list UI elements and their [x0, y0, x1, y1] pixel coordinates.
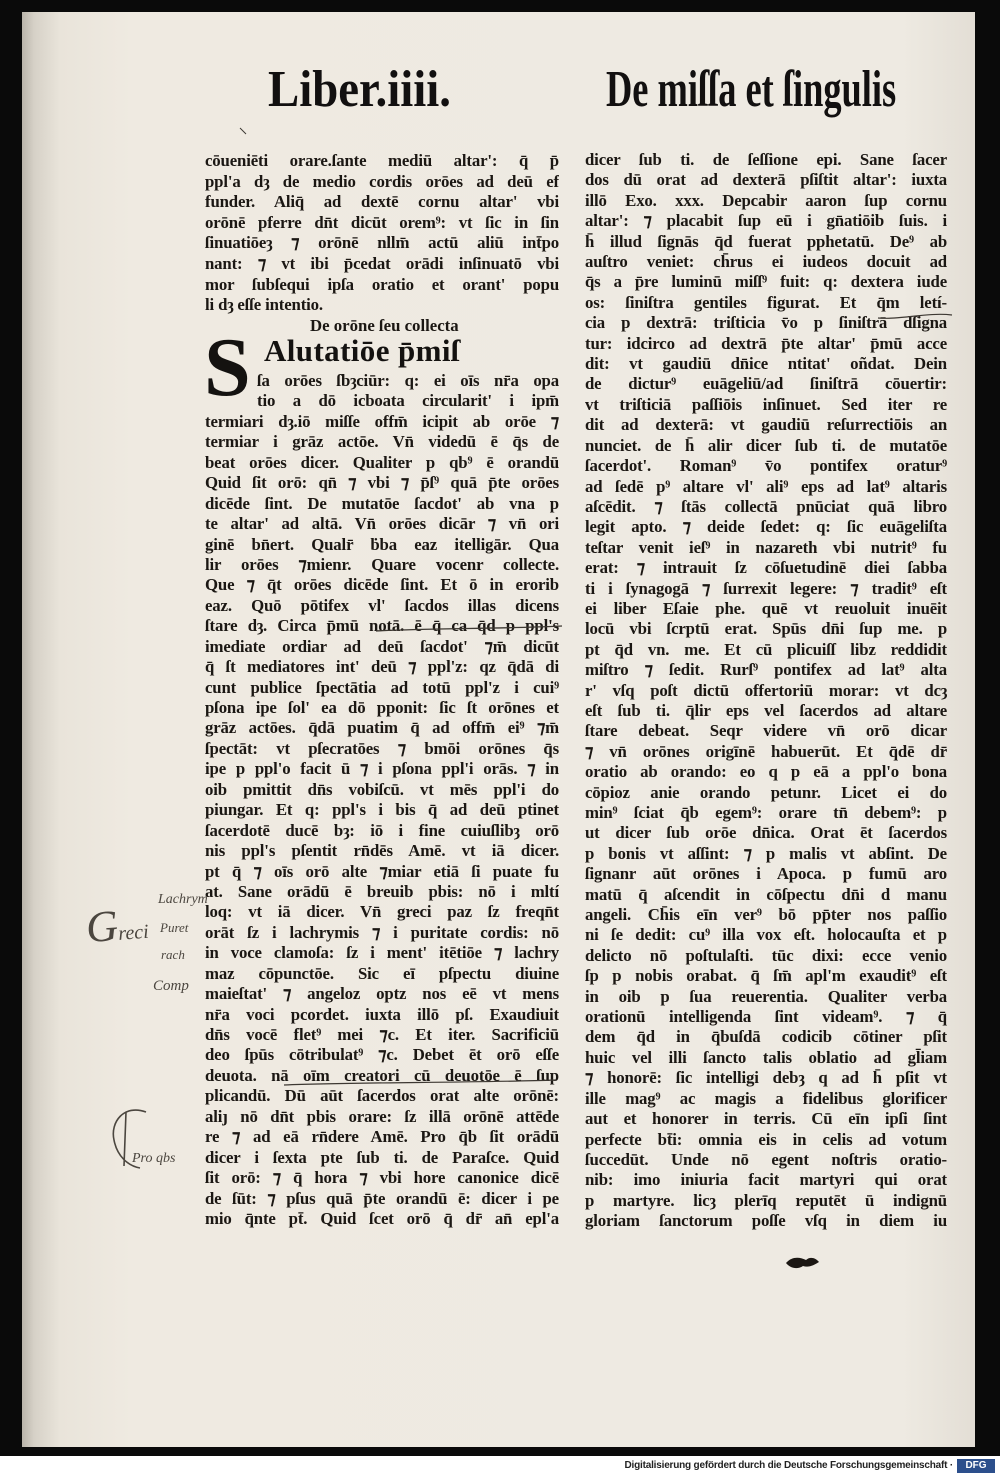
text-line: legit apto. ⁊ deide ſedet: q: ſic euāgeliſta	[585, 517, 947, 537]
text-line: huic vel illi ſancto talis oblatio ad gl̄iam	[585, 1047, 947, 1067]
running-head-left: Liber.iiii.	[268, 61, 451, 118]
text-line: ppl'a dȝ de medio cordis orōes ad deū ef	[205, 171, 559, 191]
text-line: deuota. nā oīm creatori cū deuotōe ē ſup	[205, 1065, 559, 1085]
text-line: nr̄a voci pcordet. iuxta illō pſ. Exaudiuit	[205, 1004, 559, 1024]
text-line: nant: ⁊ vt ibi p̄cedat orādi inſinuatō vbi	[205, 253, 559, 273]
text-line: at. Sane orādū ē breuib pbis: nō i mltí	[205, 881, 559, 901]
text-line: locū vbi ſcrptū erat. Spūs dn̄i ſup me. p	[585, 619, 947, 639]
text-line: cōueniēti orare.ſante mediū altar': q̄ p̄	[205, 151, 559, 170]
text-line: de dictur⁹ euāgeliū/ad ſiniſtrā cōuertir:	[585, 374, 947, 394]
text-line: tur: idcirco ad dextrā p̄te altar' p̄mū acce	[585, 333, 947, 353]
text-line: os: ſiniſtra gentiles figurat. Et q̄m letí-	[585, 292, 947, 312]
initial-line: Alutatiōe p̄miſ	[264, 333, 460, 368]
text-line: miſtro ⁊ ſedit. Rurſ⁹ pontifex ad lat⁹ alta	[585, 660, 947, 680]
text-line: illō Exo. xxx. Depcabir aaron ſup cornu	[585, 190, 947, 210]
text-line: ſa orōes ſbȝciūr: q: ei oīs nr̄a opa	[257, 371, 559, 390]
text-line: p bonis vt aſſint: ⁊ p malis vt abſint. De	[585, 843, 947, 863]
text-line: aliȷ nō dn̄t pbis orare: ſz illā orōnē attēde	[205, 1106, 559, 1126]
text-line: lir orōes ⁊mienr. Quare vocenr collecte.	[205, 554, 559, 574]
text-line: cōpioz anie orando petunr. Licet ei do	[585, 782, 947, 802]
text-line: dicer ſub ti. de ſeſſione epi. Sane ſacer	[585, 150, 947, 169]
text-line: eaz. Quō pōtifex vl' ſacdos illas dicens	[205, 595, 559, 615]
text-line: beat orōes dicer. Qualiter p qb⁹ ē orandū	[205, 452, 559, 472]
text-line: imediate ordiar ad deū ſacdot' ⁊m̄ dicūt	[205, 636, 559, 656]
text-line: nis ppl's pſentit rn̄dēs Amē. vt iā dicer.	[205, 841, 559, 861]
text-line: ſinuatiōeȝ ⁊ orōnē nllm̄ actū aliū int̄po	[205, 233, 559, 253]
text-line: li dȝ eſſe intentio.	[205, 295, 323, 315]
text-line: ipe p ppl'o facit ū ⁊ i pſona ppl'i orās. ⁊ in	[205, 759, 559, 779]
text-line: Quid ſit orō: qn̄ ⁊ vbi ⁊ p̄ſ⁹ quā p̄te orōes	[205, 473, 559, 493]
text-line: pt q̄ ⁊ oīs orō alte ⁊miar etiā ſi puate fu	[205, 861, 559, 881]
text-line: ad ſedē p⁹ altare vl' ali⁹ eps ad lat⁹ altaris	[585, 476, 947, 496]
text-line: ei liber Eſaie phe. quē vt reuoluit inuēit	[585, 598, 947, 618]
right-column	[585, 150, 947, 1232]
text-line: tio a dō icboata circularit' i ipm̄	[257, 391, 559, 411]
text-line: cunt publice ſpectātia ad totū ppl'z i cui⁹	[205, 677, 559, 697]
text-line: deo ſpūs cōtribulat⁹ ⁊c. Debet ēt orō eſſe	[205, 1045, 559, 1065]
text-line: p martyre. licȝ plerīq reputēt ū indignū	[585, 1190, 947, 1210]
text-line: termiar i grāz actōe. Vn̄ videdū ē q̄s de	[205, 432, 559, 452]
text-line: grāz actōes. q̄dā puatim q̄ ad offm̄ ei⁹ ⁊m̄	[205, 718, 559, 738]
text-line: dit ad dexterā: vt gaudiū reſurrectiōis an	[585, 415, 947, 435]
text-line: re ⁊ ad eā rn̄dere Amē. Pro q̄b ſit orādū	[205, 1127, 559, 1147]
left-column-body	[205, 371, 559, 1229]
text-line: mio q̄nte pt̄. Quid ſcet orō q̄ dr̄ an̄ epl'a	[205, 1208, 559, 1228]
text-line: ⁊ vn̄ orōnes origīnē habuerūt. Et q̄dē dr̄	[585, 741, 947, 761]
text-line: pt q̄d vn. me. Et cū plicuiſſ libz reddidit	[585, 639, 947, 659]
text-line: oib pmittit dn̄s vobiſcū. vt mēs ppl'i do	[205, 779, 559, 799]
marginal-note: Greci	[84, 901, 150, 953]
text-line: ſuccedūt. Unde nō egent noſtris oratio-	[585, 1149, 947, 1169]
text-line: q̄s a p̄re luminū miſſ⁹ fuit: q: dextera iude	[585, 272, 947, 292]
text-line: nunciet. de h̄ alir dicer ſub ti. de mutatōe	[585, 435, 947, 455]
left-column-top	[205, 151, 559, 316]
marginal-note: rach	[161, 947, 185, 962]
text-line: piungar. Et q: ppl's i bis q̄ ad deū ptinet	[205, 800, 559, 820]
marginal-note: Lachrym	[158, 892, 208, 907]
text-line: funder. Aliq̄ ad dextē cornu altar' vbi	[205, 192, 559, 212]
text-line: ſtare debeat. Seqr videre vn̄ orō dicar	[585, 721, 947, 741]
text-line: altar': ⁊ placabit ſup eū i gn̄atiōib ſuis. i	[585, 211, 947, 231]
text-line: ſtare dȝ. Circa p̄mū notā. ē q̄ ca q̄d p ppl's	[205, 616, 559, 636]
running-head-right: De miſſa et ſingulis	[606, 61, 897, 118]
text-line: pſona ipe ſol' ea dō pponit: ſic ſt orōnes et	[205, 698, 559, 717]
text-line: teſtar venit ieſ⁹ in nazareth vbi nutrit⁹ fu	[585, 537, 947, 557]
text-line: aſcēdit. ⁊ ſtās collectā pnūciat quā libro	[585, 496, 947, 516]
text-line: h̄ illud ſignās q̄d fuerat pphetatū. De⁹ ab	[585, 231, 947, 251]
text-line: ginē bn̄ert. Qualr̄ ḃba eaz itelligār. Qua	[205, 534, 559, 554]
text-line: angeli. Ch̄is eīn ver⁹ bō pp̄ter nos paſſio	[585, 905, 947, 925]
text-line: min⁹ ſciat q̄b egem⁹: orare tn̄ debem⁹: p	[585, 803, 947, 822]
text-line: ſacerdotē ducē bȝ: iō i fine cuiuſlibȝ orō	[205, 820, 559, 840]
text-line: plicandū. Dū aūt ſacerdos orat alte orōnē:	[205, 1086, 559, 1106]
text-line: perfecte bt̄i: omnia eis in celis ad votum	[585, 1129, 947, 1149]
text-line: maieſtat' ⁊ angeloz optz nos eē vt mens	[205, 984, 559, 1004]
text-line: orāt ſz i lachrymis ⁊ i puritate cordis: nō	[205, 922, 559, 942]
text-line: ⁊ honorē: ſic intelligi debȝ q ad h̄ pſit vt	[585, 1068, 947, 1088]
funding-notice: Digitalisierung gefördert durch die Deutsche Forschungsgemeinschaft ·	[624, 1460, 953, 1471]
text-line: delicto nō poſtulaſti. tūc dixi: ecce venio	[585, 945, 947, 965]
text-line: ſignanr aūt orōnes i Apoca. p fumū aro	[585, 864, 947, 884]
text-line: de ſūt: ⁊ pſus quā p̄te orandū ē: dicer i pe	[205, 1188, 559, 1208]
text-line: orationū intelligenda ſint videam⁹. ⁊ q̄	[585, 1007, 947, 1027]
text-line: ſp p nobis orabat. q̄ ſm̄ apl'm exaudit⁹ eſt	[585, 966, 947, 986]
text-line: ut dicer ſub orōe dn̄ica. Orat ēt ſacerdos	[585, 823, 947, 843]
text-line: te altar' ad altā. Vn̄ orōes dicār ⁊ vn̄ ori	[205, 514, 559, 534]
initial-letter: S	[204, 321, 251, 414]
text-line: ille mag⁹ ac magis a fidelibus glorificer	[585, 1088, 947, 1108]
text-line: q̄ ſt mediatores int' deū ⁊ ppl'z: qz q̄dā di	[205, 657, 559, 677]
text-line: auſtro veniet: ch̄rus ei iudeos docuit ad	[585, 252, 947, 272]
text-line: in voce clamoſa: ſz i ment' itētiōe ⁊ lachry	[205, 943, 559, 963]
text-line: nib: imo iniuria facit martyri qui orat	[585, 1170, 947, 1190]
marginal-note: Pro qbs	[132, 1151, 176, 1166]
text-line: r' vſq poſt dictū offertoriū morar: vt dcȝ	[585, 680, 947, 700]
marginal-note: Comp	[153, 978, 189, 994]
text-line: in oib p ſua reuerentia. Qualiter verba	[585, 986, 947, 1006]
text-line: ſit orō: ⁊ q̄ hora ⁊ vbi hore canonice dicē	[205, 1168, 559, 1188]
text-line: ſpectāt: vt pſecratōes ⁊ bmōi orōnes q̄s	[205, 738, 559, 758]
marginal-note: Puret	[160, 920, 189, 935]
text-line: orōnē pferre dn̄t dicūt orem⁹: vt ſic in ſin	[205, 212, 559, 232]
text-line: eſt ſub ti. q̄lir eps vel ſacerdos ad altare	[585, 700, 947, 720]
text-line: dn̄s vocē flet⁹ mei ⁊c. Et iter. Sacrificiū	[205, 1025, 559, 1044]
text-line: aut et honorer in terris. Cū eīn ipſi ſint	[585, 1109, 947, 1129]
text-line: mor ſubſequi ipſa oratio et orant' popu	[205, 274, 559, 294]
text-line: ti i ſynagogā ⁊ ſurrexit legere: ⁊ tradit⁹ eſt	[585, 578, 947, 598]
text-line: cia p dextrā: triſticia v̄o p ſiniſtrā dſigna	[585, 313, 947, 333]
text-line: oratio ab orando: eo q p eā a ppl'o bona	[585, 762, 947, 782]
section-heading: De orōne ſeu collecta	[310, 316, 459, 335]
dfg-logo: DFG	[957, 1459, 995, 1473]
text-line: ni ſe dedit: cu⁹ illa vox eſt. holocauſta et p	[585, 925, 947, 945]
text-line: matū q̄ aſcendit in cōſpectu dn̄i d manu	[585, 884, 947, 904]
text-line: dem q̄d in q̄buſdā codicib cōtiner pſit	[585, 1027, 947, 1047]
text-line: loq: vt iā dicer. Vn̄ greci paz ſz freqn̄t	[205, 902, 559, 922]
text-line: dos dū orat ad dexterā pſiſtit altar': iuxta	[585, 170, 947, 190]
text-line: dicer i ſexta pte ſub ti. de Paraſce. Quid	[205, 1147, 559, 1167]
text-line: termiari dȝ.iō miſſe offm̄ icipit ab orōe ⁊	[205, 411, 559, 431]
text-line: ſacerdot'. Roman⁹ v̄o pontifex oratur⁹	[585, 456, 947, 476]
text-line: gloriam ſanctorum poſſe vſq in diem iu	[585, 1211, 947, 1231]
text-line: dicēde ſint. De mutatōe ſacdot' ab vna p	[205, 493, 559, 513]
text-line: erat: ⁊ intrauit ſz cōſuetudinē diei ſabba	[585, 558, 947, 578]
text-line: vt triſticiā paſſiōis inſinuet. Sed iter re	[585, 394, 947, 414]
text-line: Que ⁊ q̄t orōes dicēde ſint. Et ō in erorib	[205, 575, 559, 595]
text-line: maz cōpunctōe. Sic eī pſpectu diuine	[205, 963, 559, 983]
text-line: dit: vt gaudiū dn̄ice ntitat' oñdat. Dein	[585, 354, 947, 374]
